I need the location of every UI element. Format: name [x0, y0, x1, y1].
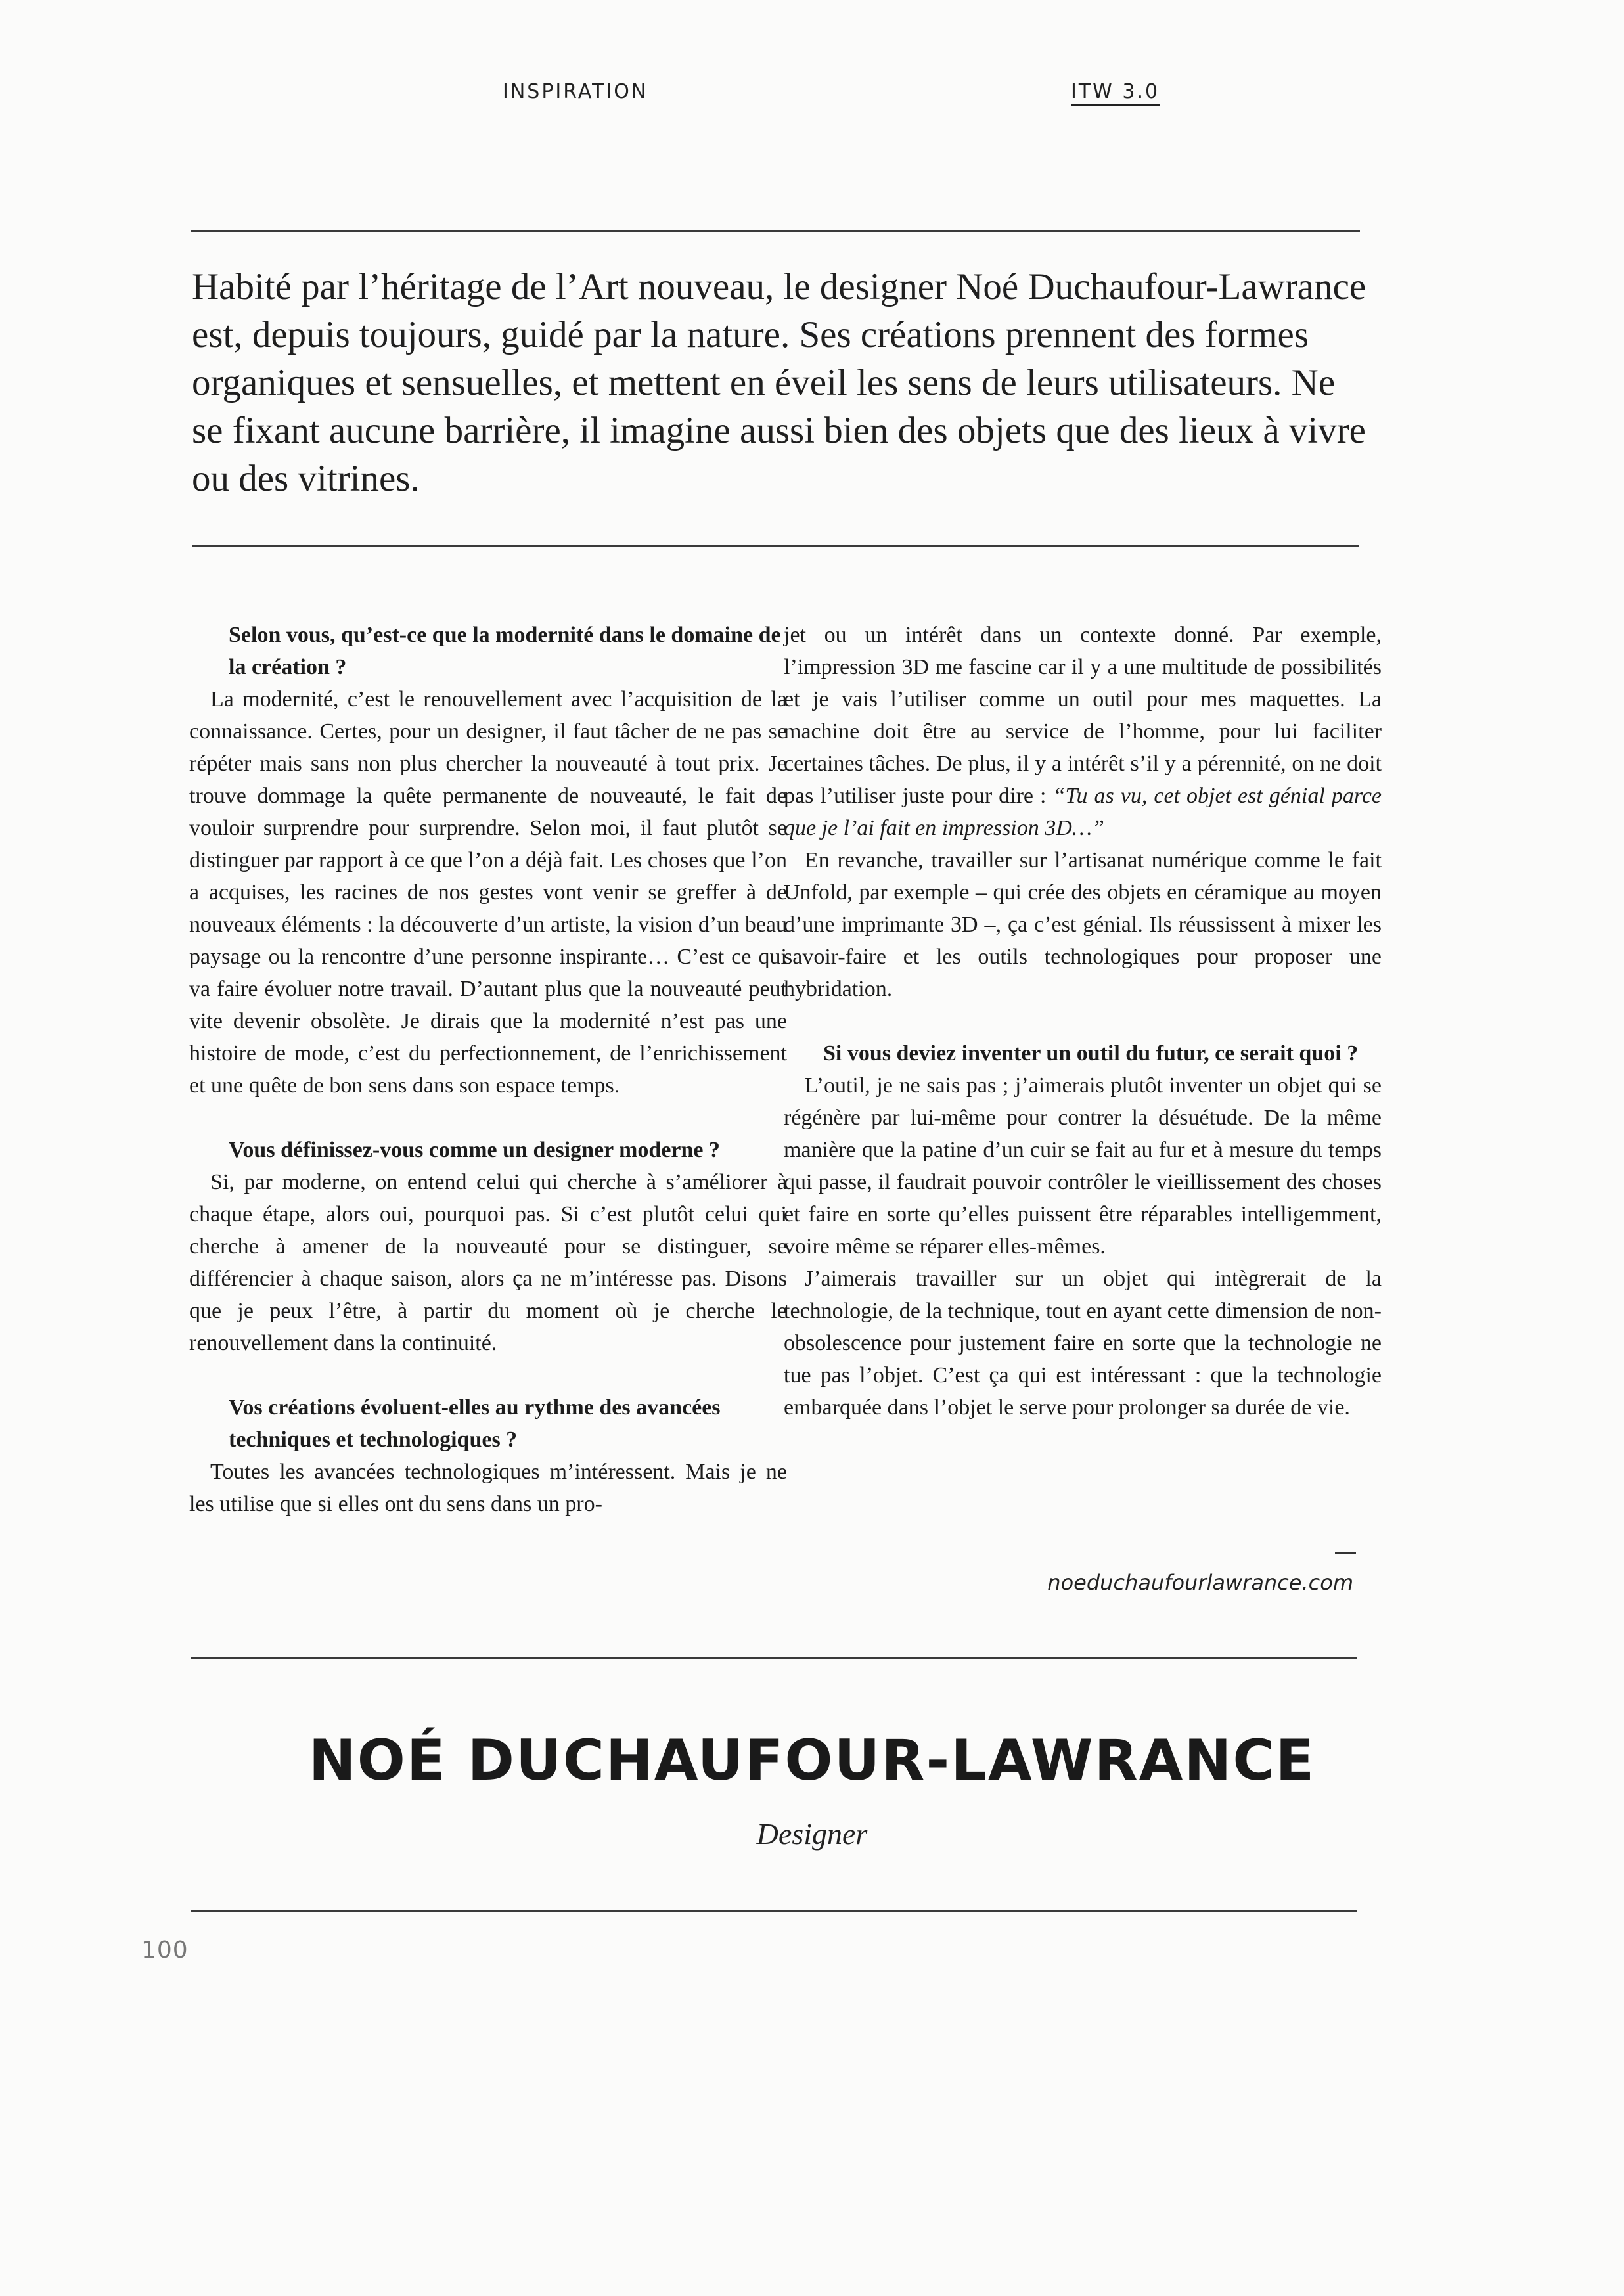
designer-name: NOÉ DUCHAUFOUR-LAWRANCE: [308, 1728, 1316, 1793]
answer-modern-designer: Si, par moderne, on entend celui qui cherche à s’améliorer à chaque étape, alors oui, pourquoi pas. Si c’est plutôt celui qui cherche à amener de la nouveauté pour se distinguer, se différencier à chaque saison, alors ça ne m’intéresse pas. Disons que je peux l’être, à partir du moment où je cherche le renouvellement dans la continuité.: [189, 1170, 787, 1355]
right-column: [784, 619, 1382, 1424]
answer-future-tool-1: L’outil, je ne sais pas ; j’aimerais plutôt inventer un objet qui se régénère par lui-même pour contrer la désuétude. De la même manière que la patine d’un cuir se fait au fur et à mesure du temps qui passe, il faudrait pouvoir contrôler le vieillissement des choses et faire en sorte qu’elles puissent être réparables intelligemment, voire même se réparer elles-mêmes.: [784, 1073, 1382, 1259]
designer-role: Designer: [756, 1817, 868, 1851]
answer-technology: Toutes les avancées technologiques m’intéressent. Mais je ne les utilise que si elles ont du sens dans un pro-: [189, 1460, 787, 1516]
answer-future-tool-2: J’aimerais travailler sur un objet qui intègrerait de la technologie, de la technique, tout en ayant cette dimension de non-obsolescence pour justement faire en sorte que la technologie ne tue pas l’objet. C’est ça qui est intéressant : que la technologie embarquée dans l’objet le serve pour prolonger sa durée de vie.: [784, 1267, 1382, 1420]
question-future-tool: Si vous deviez inventer un outil du futur, ce serait quoi ?: [823, 1041, 1359, 1066]
left-column: [189, 619, 787, 1520]
lead-paragraph: Habité par l’héritage de l’Art nouveau, le designer Noé Duchaufour-Lawrance est, depuis toujours, guidé par la nature. Ses créations prennent des formes organiques et sensuelles, et mettent en éveil les sens de leurs utilisateurs. Ne se fixant aucune barrière, il imagine aussi bien des objets que des lieux à vivre ou des vitrines.: [192, 266, 1366, 499]
top-rule: [191, 230, 1360, 232]
question-technology: Vos créations évoluent-elles au rythme des avancées techniques et technologiques ?: [229, 1395, 721, 1452]
end-dash: [1335, 1552, 1356, 1554]
quote-3d-printing: “Tu as vu, cet objet est génial parce que je l’ai fait en impression 3D…”: [784, 784, 1382, 840]
answer-technology-unfold: En revanche, travailler sur l’artisanat numérique comme le fait Unfold, par exemple – qui crée des objets en céramique au moyen d’une imprimante 3D –, ça c’est génial. Ils réussissent à mixer les savoir-faire et les outils technologiques pour proposer une hybridation.: [784, 848, 1382, 1001]
answer-modernity: La modernité, c’est le renouvellement avec l’acquisition de la connaissance. Certes, pour un designer, il faut tâcher de ne pas se répéter mais sans non plus chercher la nouveauté à tout prix. Je trouve dommage la quête permanente de nouveauté, le fait de vouloir surprendre pour surprendre. Selon moi, il faut plutôt se distinguer par rapport à ce que l’on a déjà fait. Les choses que l’on a acquises, les racines de nos gestes vont venir se greffer à de nouveaux éléments : la découverte d’un artiste, la vision d’un beau paysage ou la rencontre d’une personne inspirante… C’est ce qui va faire évoluer notre travail. D’autant plus que la nouveauté peut vite devenir obsolète. Je dirais que la modernité n’est pas une histoire de mode, c’est du perfectionnement, de l’enrichissement et une quête de bon sens dans son espace temps.: [189, 687, 787, 1098]
page-number: 100: [141, 1937, 189, 1964]
lead-bottom-rule: [192, 545, 1359, 547]
section-label: INSPIRATION: [503, 80, 648, 103]
website-link[interactable]: noeduchaufourlawrance.com: [1047, 1570, 1353, 1595]
name-bottom-rule: [191, 1910, 1357, 1912]
series-label: ITW 3.0: [1071, 80, 1160, 106]
question-modernity: Selon vous, qu’est-ce que la modernité dans le domaine de la création ?: [229, 623, 781, 679]
name-top-rule: [191, 1657, 1357, 1659]
answer-technology-continued: jet ou un intérêt dans un contexte donné. Par exemple, l’impression 3D me fascine car il y a une multitude de possibilités et je vais l’utiliser comme un outil pour mes maquettes. La machine doit être au service de l’homme, pour lui faciliter certaines tâches. De plus, il y a intérêt s’il y a pérennité, on ne doit pas l’utiliser juste pour dire : “Tu as vu, cet objet est génial parce que je l’ai fait en impression 3D…”: [784, 623, 1382, 840]
question-modern-designer: Vous définissez-vous comme un designer moderne ?: [229, 1138, 721, 1162]
